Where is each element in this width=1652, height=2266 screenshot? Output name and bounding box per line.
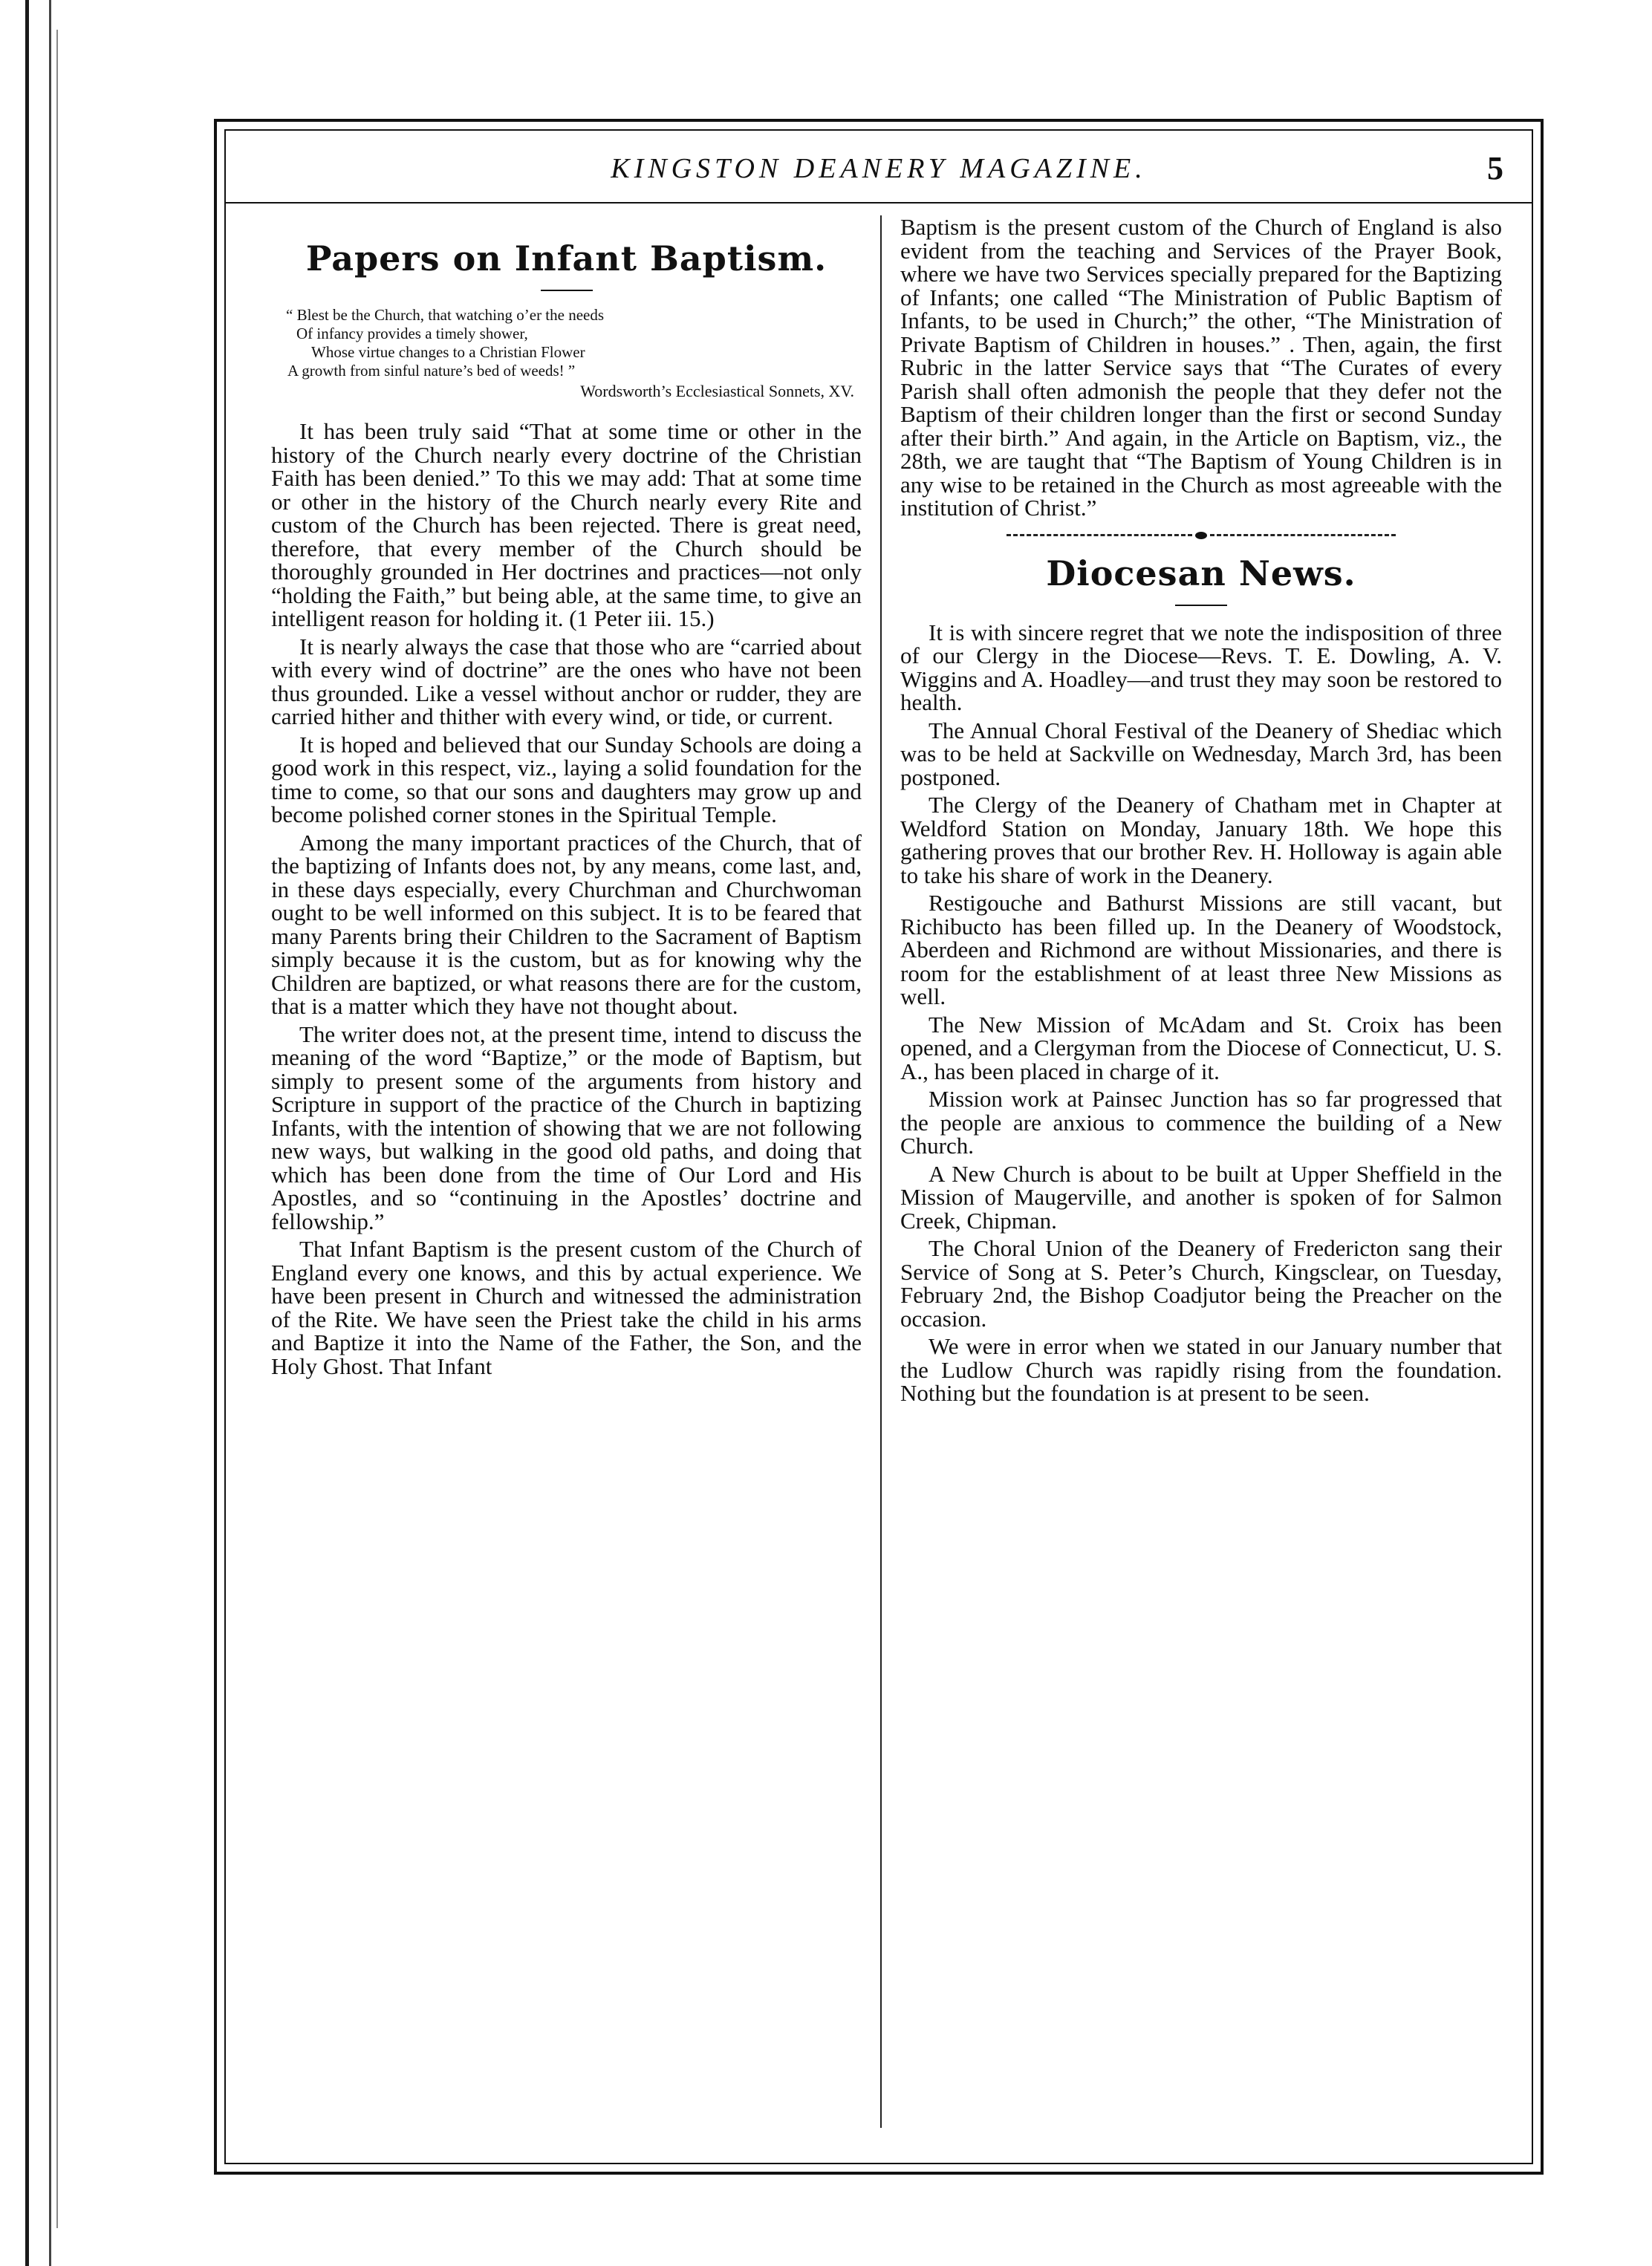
epigraph-line: Whose virtue changes to a Christian Flower bbox=[311, 343, 585, 361]
article-paragraph: The writer does not, at the present time, intend to discuss the meaning of the word “Baptize,” or the mode of Baptism, but simply to present some of the arguments from history and Scripture in support of the practice of the Church in baptizing Infants, with the intention of showing that we are not following new ways, but walking in the good old paths, and doing that which has been done from the time of Our Lord and His Apostles, and so “continuing in the Apostles’ doctrine and fellowship.” bbox=[271, 1020, 862, 1234]
news-paragraph: It is with sincere regret that we note the indisposition of three of our Clergy in the Diocese—Revs. T. E. Dowling, A. V. Wiggins and A. Hoadley—and trust they may soon be restored to health. bbox=[900, 619, 1502, 715]
news-heading: Diocesan News. bbox=[1046, 553, 1356, 593]
heading-rule bbox=[541, 290, 593, 291]
page-number: 5 bbox=[1487, 150, 1503, 186]
page-binding-edge bbox=[0, 0, 67, 2266]
epigraph-line: A growth from sinful nature’s bed of weeds! ” bbox=[287, 362, 576, 380]
epigraph bbox=[286, 306, 862, 400]
news-paragraph: Restigouche and Bathurst Missions are still vacant, but Richibucto has been filled up. In the Deanery of Woodstock, Aberdeen and Richmond are without Missionaries, and there is room for the establishment of at least three New Missions as well. bbox=[900, 890, 1502, 1009]
news-paragraph: The New Mission of McAdam and St. Croix has been opened, and a Clergyman from the Diocese of Connecticut, U. S. A., has been placed in charge of it. bbox=[900, 1011, 1502, 1084]
article-paragraph: It is hoped and believed that our Sunday Schools are doing a good work in this respect, viz., laying a solid foundation for the time to come, so that our sons and daughters may grow up and become polished corner stones in the Spiritual Temple. bbox=[271, 731, 862, 827]
right-column bbox=[900, 215, 1502, 1405]
heading-rule bbox=[1175, 605, 1227, 606]
left-column bbox=[271, 215, 862, 1378]
epigraph-source: Wordsworth’s Ecclesiastical Sonnets, XV. bbox=[580, 382, 854, 400]
article-heading: Papers on Infant Baptism. bbox=[305, 238, 827, 279]
column-divider bbox=[880, 215, 882, 2128]
header-rule bbox=[224, 202, 1533, 204]
news-paragraph: Mission work at Painsec Junction has so far progressed that the people are anxious to commence the building of a New Church. bbox=[900, 1086, 1502, 1159]
article-paragraph: It is nearly always the case that those who are “carried about with every wind of doctrine” are the ones who have not been thus grounded. Like a vessel without anchor or rudder, they are carried hither and thither with every wind, or tide, or current. bbox=[271, 633, 862, 729]
epigraph-line: Of infancy provides a timely shower, bbox=[296, 325, 528, 342]
news-paragraph: A New Church is about to be built at Upper Sheffield in the Mission of Maugerville, and another is spoken of for Salmon Creek, Chipman. bbox=[900, 1160, 1502, 1234]
news-paragraph: The Clergy of the Deanery of Chatham met in Chapter at Weldford Station on Monday, January 18th. We hope this gathering proves that our brother Rev. H. Holloway is again able to take his share of work in the Deanery. bbox=[900, 792, 1502, 888]
news-paragraph: We were in error when we stated in our January number that the Ludlow Church was rapidly rising from the foundation. Nothing but the foundation is at present to be seen. bbox=[900, 1333, 1502, 1406]
magazine-title: KINGSTON DEANERY MAGAZINE. bbox=[611, 153, 1147, 184]
epigraph-line: “ Blest be the Church, that watching o’er the needs bbox=[286, 306, 605, 324]
article-paragraph: Among the many important practices of the Church, that of the baptizing of Infants does not, by any means, come last, and, in these days especially, every Churchman and Churchwoman ought to be well informed on this subject. It is to be feared that many Parents bring their Children to the Sacrament of Baptism simply because it is the custom, but as for knowing why the Children are baptized, or what reasons there are for the custom, that is a matter which they have not thought about. bbox=[271, 829, 862, 1019]
article-paragraph: It has been truly said “That at some time or other in the history of the Church nearly every doctrine of the Christian Faith has been denied.” To this we may add: That at some time or other in the history of the Church nearly every Rite and custom of the Church has been rejected. There is great need, therefore, that every member of the Church should be thoroughly grounded in Her doctrines and practices—not only “holding the Faith,” but being able, at the same time, to give an intelligent reason for holding it. (1 Peter iii. 15.) bbox=[271, 418, 862, 631]
section-divider bbox=[900, 532, 1502, 539]
news-paragraph: The Choral Union of the Deanery of Fredericton sang their Service of Song at S. Peter’s Church, Kingsclear, on Tuesday, February 2nd, the Bishop Coadjutor being the Preacher on the occasion. bbox=[900, 1235, 1502, 1332]
article-paragraph: That Infant Baptism is the present custom of the Church of England every one knows, and this by actual experience. We have been present in Church and witnessed the administration of the Rite. We have seen the Priest take the child in his arms and Baptize it into the Name of the Father, the Son, and the Holy Ghost. That Infant bbox=[271, 1236, 862, 1379]
article-continuation: Baptism is the present custom of the Church of England is also evident from the teaching and Services of the Prayer Book, where we have two Services specially prepared for the Baptizing of Infants; one called “The Ministration of Public Baptism of Infants, to be used in Church;” the other, “The Ministration of Private Baptism of Children in houses.” . Then, again, the first Rubric in the latter Service says that “The Curates of every Parish shall often admonish the people that they defer not the Baptism of their children longer than the first or second Sunday after their birth.” And again, in the Article on Baptism, viz., the 28th, we are taught that “The Baptism of Young Children is in any wise to be retained in the Church as most agreeable with the institution of Christ.” bbox=[900, 214, 1502, 521]
running-header bbox=[224, 152, 1533, 198]
news-paragraph: The Annual Choral Festival of the Deanery of Shediac which was to be held at Sackville on Wednesday, March 3rd, has been postponed. bbox=[900, 717, 1502, 790]
